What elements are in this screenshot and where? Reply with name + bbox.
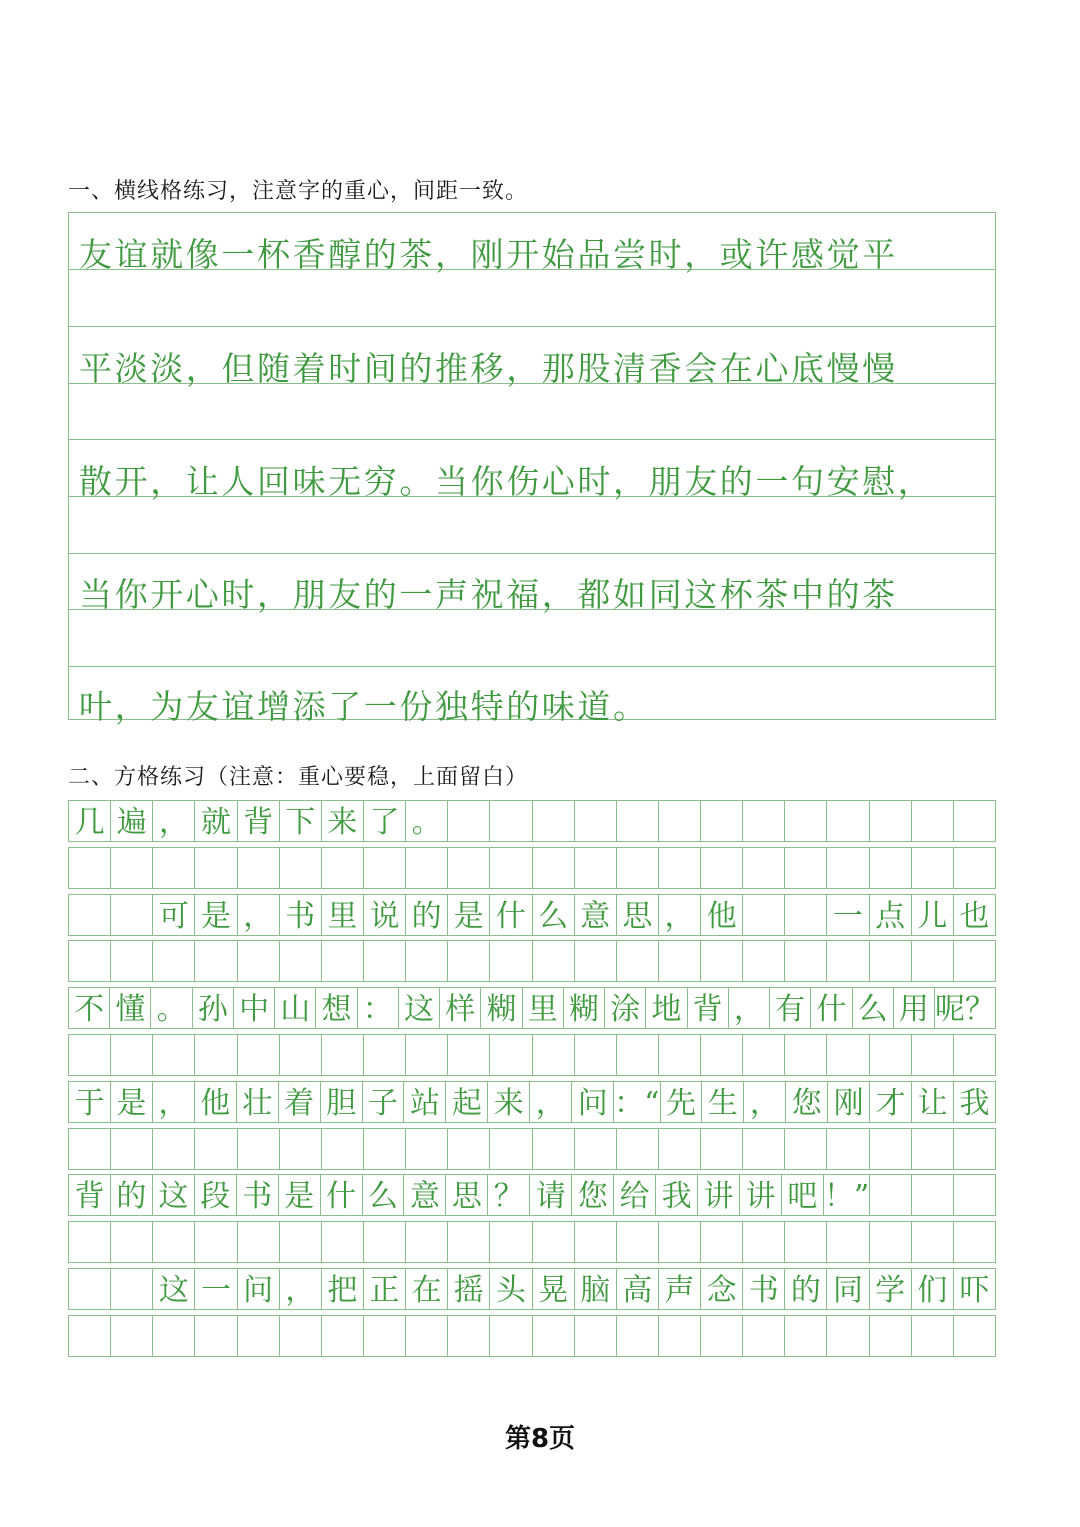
grid-cell: 下 — [280, 801, 322, 842]
handwritten-line: 友谊就像一杯香醇的茶，刚开始品尝时，或许感觉平 — [79, 235, 898, 274]
grid-row — [68, 800, 996, 842]
grid-cell: 意 — [575, 895, 617, 936]
grid-cell — [111, 1129, 153, 1170]
grid-cell — [827, 1035, 869, 1076]
grid-cell — [785, 1129, 827, 1170]
grid-cell — [617, 1129, 659, 1170]
grid-cell — [280, 941, 322, 982]
grid-cell — [533, 848, 575, 889]
grid-cell — [322, 1222, 364, 1263]
grid-cell — [280, 848, 322, 889]
grid-cell: 我 — [954, 1082, 996, 1123]
grid-cell — [912, 1316, 954, 1357]
grid-cell: 这 — [399, 988, 440, 1029]
grid-cell: 您 — [572, 1175, 614, 1216]
grid-cell — [575, 1222, 617, 1263]
grid-cell: ：“ — [614, 1082, 660, 1123]
grid-cell — [617, 801, 659, 842]
grid-cell — [69, 1129, 111, 1170]
grid-cell — [448, 941, 490, 982]
grid-cell: 问 — [572, 1082, 614, 1123]
grid-cell — [533, 1035, 575, 1076]
grid-cell — [912, 1129, 954, 1170]
grid-cell: 。 — [406, 801, 448, 842]
grid-cell: 这 — [153, 1175, 195, 1216]
grid-cell — [827, 1316, 869, 1357]
grid-cell — [280, 1035, 322, 1076]
grid-cell — [448, 1316, 490, 1357]
grid-cell — [785, 1222, 827, 1263]
grid-cell — [954, 1222, 996, 1263]
grid-cell — [322, 941, 364, 982]
grid-cell: 我 — [656, 1175, 698, 1216]
grid-cell: 么 — [853, 988, 894, 1029]
grid-cell: 里 — [523, 988, 564, 1029]
grid-cell — [617, 1316, 659, 1357]
grid-cell — [785, 848, 827, 889]
grid-cell — [617, 1222, 659, 1263]
grid-cell: 什 — [811, 988, 852, 1029]
grid-cell: ， — [153, 801, 195, 842]
grid-cell: 把 — [322, 1269, 364, 1310]
grid-cell: 脑 — [575, 1269, 617, 1310]
grid-cell — [617, 941, 659, 982]
grid-cell — [743, 1035, 785, 1076]
grid-cell — [785, 1316, 827, 1357]
grid-cell: 给 — [614, 1175, 656, 1216]
grid-cell: 就 — [195, 801, 237, 842]
grid-cell — [364, 1129, 406, 1170]
grid-cell: 书 — [743, 1269, 785, 1310]
grid-cell — [364, 1222, 406, 1263]
grid-cell — [238, 1035, 280, 1076]
grid-cell — [111, 848, 153, 889]
grid-cell: 同 — [827, 1269, 869, 1310]
grid-cell — [870, 1175, 912, 1216]
grid-cell: 是 — [111, 1082, 153, 1123]
grid-cell: 孙 — [193, 988, 234, 1029]
grid-cell — [575, 1316, 617, 1357]
grid-cell — [954, 1035, 996, 1076]
grid-cell — [701, 1222, 743, 1263]
grid-cell: 说 — [364, 895, 406, 936]
grid-cell — [575, 941, 617, 982]
grid-cell — [533, 1316, 575, 1357]
grid-cell: 您 — [786, 1082, 828, 1123]
grid-cell — [195, 1316, 237, 1357]
grid-cell — [69, 1269, 111, 1310]
grid-cell — [533, 941, 575, 982]
grid-cell: 们 — [912, 1269, 954, 1310]
grid-cell — [659, 1222, 701, 1263]
section2-heading: 二、方格练习（注意：重心要稳，上面留白） — [68, 765, 529, 790]
grid-cell: 点 — [870, 895, 912, 936]
grid-cell: ， — [153, 1082, 195, 1123]
grid-cell — [111, 1316, 153, 1357]
grid-cell: 的 — [406, 895, 448, 936]
grid-cell: 着 — [279, 1082, 321, 1123]
grid-cell: 他 — [701, 895, 743, 936]
grid-cell — [406, 1035, 448, 1076]
grid-cell: 正 — [364, 1269, 406, 1310]
grid-cell — [490, 1222, 532, 1263]
grid-cell — [617, 848, 659, 889]
grid-cell — [701, 1316, 743, 1357]
grid-cell: 书 — [237, 1175, 279, 1216]
grid-cell — [701, 1129, 743, 1170]
grid-cell: 讲 — [698, 1175, 740, 1216]
rule-line — [69, 439, 995, 440]
grid-cell: 么 — [363, 1175, 405, 1216]
grid-cell — [785, 941, 827, 982]
grid-cell — [364, 848, 406, 889]
grid-cell — [659, 1035, 701, 1076]
grid-cell — [406, 1316, 448, 1357]
grid-cell: 想 — [316, 988, 357, 1029]
grid-cell — [912, 801, 954, 842]
grid-cell — [533, 1222, 575, 1263]
grid-cell: ， — [729, 988, 770, 1029]
handwritten-line: 平淡淡，但随着时间的推移，那股清香会在心底慢慢 — [79, 349, 898, 388]
grid-cell — [954, 801, 996, 842]
grid-cell: ， — [659, 895, 701, 936]
grid-cell — [827, 1222, 869, 1263]
grid-cell — [153, 941, 195, 982]
grid-cell — [69, 1316, 111, 1357]
grid-cell — [153, 1316, 195, 1357]
grid-cell: 生 — [702, 1082, 744, 1123]
grid-cell — [69, 848, 111, 889]
grid-cell: 问 — [238, 1269, 280, 1310]
grid-cell — [659, 801, 701, 842]
grid-cell — [785, 1035, 827, 1076]
grid-row — [68, 987, 996, 1029]
grid-cell: 几 — [69, 801, 111, 842]
grid-cell — [827, 801, 869, 842]
handwritten-line: 叶，为友谊增添了一份独特的味道。 — [79, 687, 649, 726]
grid-cell — [111, 941, 153, 982]
grid-cell — [870, 1222, 912, 1263]
grid-cell — [111, 1222, 153, 1263]
grid-cell — [575, 1035, 617, 1076]
grid-cell: 这 — [153, 1269, 195, 1310]
grid-cell — [238, 848, 280, 889]
grid-cell — [69, 941, 111, 982]
grid-cell: 糊 — [481, 988, 522, 1029]
grid-cell: 么 — [533, 895, 575, 936]
grid-cell: 是 — [279, 1175, 321, 1216]
grid-cell: 意 — [404, 1175, 446, 1216]
grid-cell: 来 — [322, 801, 364, 842]
grid-cell: 高 — [617, 1269, 659, 1310]
grid-cell — [954, 1129, 996, 1170]
grid-cell — [490, 1129, 532, 1170]
grid-cell — [490, 848, 532, 889]
grid-cell — [743, 1222, 785, 1263]
grid-cell: 头 — [490, 1269, 532, 1310]
grid-cell — [280, 1222, 322, 1263]
grid-cell: 也 — [954, 895, 996, 936]
grid-row — [68, 894, 996, 936]
grid-cell — [870, 1129, 912, 1170]
grid-cell — [448, 1222, 490, 1263]
grid-cell: 了 — [364, 801, 406, 842]
grid-cell — [406, 848, 448, 889]
grid-row — [68, 1268, 996, 1310]
grid-cell — [406, 1222, 448, 1263]
grid-cell — [238, 1129, 280, 1170]
grid-cell: 遍 — [111, 801, 153, 842]
grid-cell — [490, 941, 532, 982]
grid-cell — [743, 895, 785, 936]
grid-cell — [238, 941, 280, 982]
grid-cell — [322, 848, 364, 889]
rule-line — [69, 326, 995, 327]
rule-line — [69, 553, 995, 554]
grid-cell: 来 — [488, 1082, 530, 1123]
grid-cell — [490, 801, 532, 842]
grid-cell — [575, 801, 617, 842]
grid-row — [68, 1221, 996, 1263]
grid-cell — [912, 1035, 954, 1076]
grid-cell — [743, 1316, 785, 1357]
grid-cell: 请 — [530, 1175, 572, 1216]
grid-cell — [827, 1129, 869, 1170]
grid-cell — [195, 941, 237, 982]
grid-cell: 山 — [275, 988, 316, 1029]
grid-cell: 中 — [234, 988, 275, 1029]
grid-cell: 学 — [870, 1269, 912, 1310]
grid-cell: 才 — [870, 1082, 912, 1123]
grid-cell: 糊 — [564, 988, 605, 1029]
grid-cell: 样 — [440, 988, 481, 1029]
grid-cell — [448, 801, 490, 842]
grid-cell: 在 — [406, 1269, 448, 1310]
grid-cell: 摇 — [448, 1269, 490, 1310]
grid-cell — [912, 941, 954, 982]
grid-cell — [406, 1129, 448, 1170]
grid-cell: 思 — [617, 895, 659, 936]
grid-row — [68, 1315, 996, 1357]
grid-cell — [870, 1035, 912, 1076]
grid-cell: 于 — [69, 1082, 111, 1123]
grid-cell — [659, 941, 701, 982]
lined-practice-area — [68, 212, 996, 726]
grid-cell: ？ — [488, 1175, 530, 1216]
grid-cell — [490, 1316, 532, 1357]
grid-cell — [827, 941, 869, 982]
grid-cell — [743, 801, 785, 842]
grid-cell: 背 — [238, 801, 280, 842]
grid-cell: 用 — [894, 988, 935, 1029]
grid-cell: 起 — [446, 1082, 488, 1123]
grid-cell: ， — [238, 895, 280, 936]
grid-cell — [701, 1035, 743, 1076]
grid-cell: 念 — [701, 1269, 743, 1310]
grid-cell — [912, 1222, 954, 1263]
grid-cell — [743, 1129, 785, 1170]
grid-cell: 涂 — [605, 988, 646, 1029]
grid-cell: 书 — [280, 895, 322, 936]
grid-cell: 他 — [195, 1082, 237, 1123]
grid-cell — [448, 848, 490, 889]
grid-cell: 。 — [151, 988, 192, 1029]
grid-cell — [238, 1222, 280, 1263]
grid-cell: 让 — [912, 1082, 954, 1123]
grid-cell — [912, 1175, 954, 1216]
grid-cell — [153, 1222, 195, 1263]
grid-row — [68, 847, 996, 889]
grid-cell — [659, 1316, 701, 1357]
grid-cell — [870, 801, 912, 842]
grid-cell: 是 — [448, 895, 490, 936]
grid-cell: 胆 — [321, 1082, 363, 1123]
grid-cell: 子 — [363, 1082, 405, 1123]
grid-cell — [364, 941, 406, 982]
grid-cell — [322, 1035, 364, 1076]
grid-cell — [785, 895, 827, 936]
grid-cell: 站 — [404, 1082, 446, 1123]
grid-cell — [870, 1316, 912, 1357]
grid-cell — [195, 1222, 237, 1263]
grid-cell: 讲 — [740, 1175, 782, 1216]
grid-cell — [364, 1035, 406, 1076]
grid-cell — [743, 941, 785, 982]
grid-cell: 一 — [195, 1269, 237, 1310]
grid-cell — [617, 1035, 659, 1076]
grid-cell — [111, 1035, 153, 1076]
grid-cell — [238, 1316, 280, 1357]
grid-cell — [195, 848, 237, 889]
grid-cell — [153, 1035, 195, 1076]
grid-cell: 里 — [322, 895, 364, 936]
grid-cell: 先 — [661, 1082, 703, 1123]
grid-cell: 段 — [195, 1175, 237, 1216]
grid-cell — [701, 848, 743, 889]
grid-cell — [701, 801, 743, 842]
grid-cell: 壮 — [237, 1082, 279, 1123]
grid-cell: 儿 — [912, 895, 954, 936]
grid-cell — [490, 1035, 532, 1076]
grid-cell — [195, 1129, 237, 1170]
section1-heading: 一、横线格练习，注意字的重心，间距一致。 — [68, 179, 529, 204]
grid-cell — [322, 1316, 364, 1357]
grid-cell — [111, 895, 153, 936]
grid-cell — [701, 941, 743, 982]
grid-cell — [533, 1129, 575, 1170]
grid-cell — [533, 801, 575, 842]
grid-cell: 背 — [69, 1175, 111, 1216]
grid-cell: 刚 — [828, 1082, 870, 1123]
grid-row — [68, 1081, 996, 1123]
grid-cell — [280, 1129, 322, 1170]
grid-cell — [195, 1035, 237, 1076]
grid-cell: 什 — [490, 895, 532, 936]
grid-row — [68, 1128, 996, 1170]
grid-cell: 思 — [446, 1175, 488, 1216]
grid-cell: ， — [744, 1082, 786, 1123]
grid-row — [68, 940, 996, 982]
grid-cell — [954, 1175, 996, 1216]
grid-cell — [406, 941, 448, 982]
grid-cell: 吧 — [782, 1175, 824, 1216]
grid-cell — [954, 848, 996, 889]
grid-cell: 声 — [659, 1269, 701, 1310]
handwritten-line: 当你开心时，朋友的一声祝福，都如同这杯茶中的茶 — [79, 575, 898, 614]
grid-cell — [69, 1222, 111, 1263]
grid-cell: ， — [280, 1269, 322, 1310]
grid-cell: 呢？ — [935, 988, 996, 1029]
grid-row — [68, 1174, 996, 1216]
grid-cell — [575, 1129, 617, 1170]
grid-cell: 晃 — [533, 1269, 575, 1310]
grid-cell: ， — [530, 1082, 572, 1123]
grid-cell — [659, 848, 701, 889]
grid-cell: ！” — [824, 1175, 870, 1216]
grid-cell — [575, 848, 617, 889]
grid-cell — [912, 848, 954, 889]
page-number: 第8页 — [504, 1424, 576, 1454]
grid-cell — [448, 1035, 490, 1076]
grid-cell — [954, 1316, 996, 1357]
grid-cell: 的 — [785, 1269, 827, 1310]
grid-cell: 的 — [111, 1175, 153, 1216]
grid-cell — [364, 1316, 406, 1357]
grid-cell: ： — [358, 988, 399, 1029]
grid-cell: 背 — [688, 988, 729, 1029]
grid-cell — [785, 801, 827, 842]
rule-line — [69, 666, 995, 667]
grid-cell — [153, 848, 195, 889]
grid-row — [68, 1034, 996, 1076]
grid-cell: 懂 — [110, 988, 151, 1029]
grid-cell: 一 — [827, 895, 869, 936]
grid-cell — [448, 1129, 490, 1170]
grid-cell: 地 — [646, 988, 687, 1029]
grid-cell: 吓 — [954, 1269, 996, 1310]
grid-cell: 不 — [69, 988, 110, 1029]
grid-cell — [111, 1269, 153, 1310]
grid-cell — [69, 1035, 111, 1076]
grid-cell: 有 — [770, 988, 811, 1029]
handwritten-line: 散开，让人回味无穷。当你伤心时，朋友的一句安慰， — [79, 462, 934, 501]
grid-cell — [870, 848, 912, 889]
grid-cell — [153, 1129, 195, 1170]
grid-cell — [954, 941, 996, 982]
grid-cell — [322, 1129, 364, 1170]
grid-cell — [743, 848, 785, 889]
grid-cell: 是 — [195, 895, 237, 936]
grid-cell — [870, 941, 912, 982]
grid-cell — [280, 1316, 322, 1357]
grid-cell — [69, 895, 111, 936]
grid-cell — [827, 848, 869, 889]
grid-cell: 可 — [153, 895, 195, 936]
grid-cell: 什 — [321, 1175, 363, 1216]
grid-cell — [659, 1129, 701, 1170]
